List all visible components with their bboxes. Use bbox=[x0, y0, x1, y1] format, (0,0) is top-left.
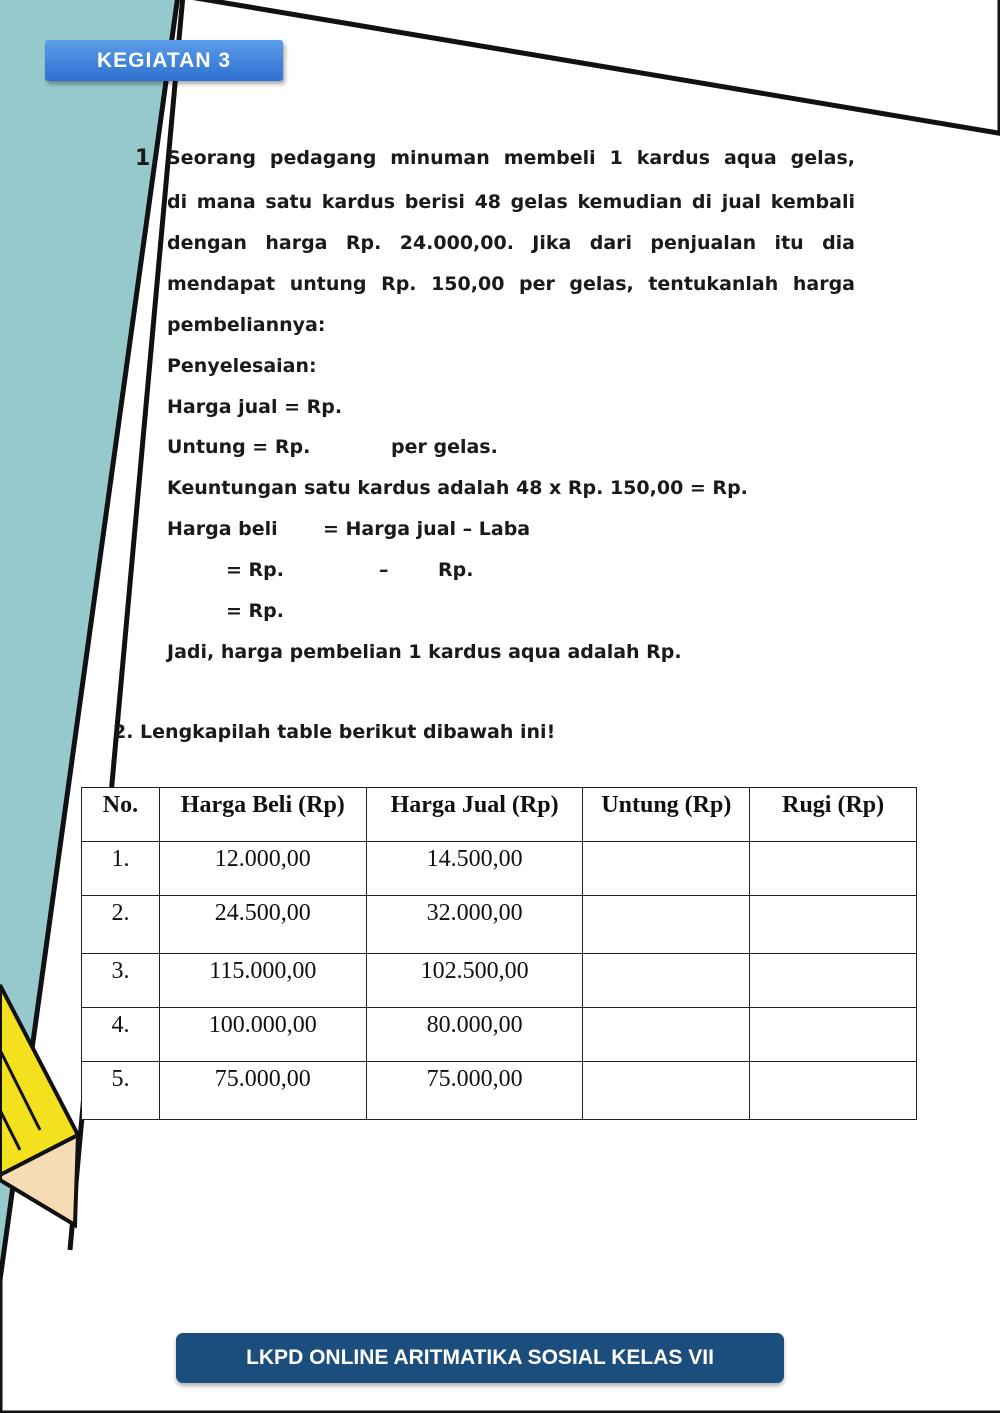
question-1-number: 1. bbox=[135, 146, 159, 171]
profit-loss-table bbox=[81, 787, 917, 1120]
table-row bbox=[82, 1062, 917, 1120]
table-row bbox=[82, 954, 917, 1008]
table-row bbox=[82, 1008, 917, 1062]
harga-jual-line: Harga jual = Rp. bbox=[167, 396, 343, 418]
cell-harga-beli: 24.500,00 bbox=[159, 896, 366, 954]
cell-untung-input[interactable] bbox=[583, 1008, 750, 1062]
cell-rugi-input[interactable] bbox=[750, 842, 917, 896]
question-1-line-1: Seorang pedagang minuman membeli 1 kardus aqua gelas, bbox=[167, 147, 855, 169]
question-1-line-5: pembeliannya: bbox=[167, 314, 326, 336]
cell-harga-jual: 75.000,00 bbox=[366, 1062, 583, 1120]
keuntungan-line: Keuntungan satu kardus adalah 48 x Rp. 150,00 = Rp. bbox=[167, 477, 748, 499]
solution-title: Penyelesaian: bbox=[167, 355, 317, 377]
step1-second: Rp. bbox=[438, 559, 474, 581]
cell-harga-beli: 100.000,00 bbox=[159, 1008, 366, 1062]
cell-rugi-input[interactable] bbox=[750, 954, 917, 1008]
cell-untung-input[interactable] bbox=[583, 954, 750, 1008]
cell-rugi-input[interactable] bbox=[750, 1062, 917, 1120]
cell-no: 4. bbox=[82, 1008, 160, 1062]
cell-harga-jual: 14.500,00 bbox=[366, 842, 583, 896]
cell-harga-jual: 102.500,00 bbox=[366, 954, 583, 1008]
step1-first: = Rp. bbox=[226, 559, 284, 581]
activity-badge: KEGIATAN 3 bbox=[45, 40, 283, 81]
cell-harga-jual: 32.000,00 bbox=[366, 896, 583, 954]
table-row bbox=[82, 896, 917, 954]
cell-rugi-input[interactable] bbox=[750, 1008, 917, 1062]
step1-operator: – bbox=[379, 559, 389, 581]
header-harga-jual: Harga Jual (Rp) bbox=[366, 788, 583, 842]
step2-line: = Rp. bbox=[226, 600, 284, 622]
cell-untung-input[interactable] bbox=[583, 1062, 750, 1120]
cell-harga-beli: 115.000,00 bbox=[159, 954, 366, 1008]
header-rugi: Rugi (Rp) bbox=[750, 788, 917, 842]
header-untung: Untung (Rp) bbox=[583, 788, 750, 842]
header-no: No. bbox=[82, 788, 160, 842]
cell-untung-input[interactable] bbox=[583, 896, 750, 954]
harga-beli-label: Harga beli bbox=[167, 518, 278, 540]
cell-no: 1. bbox=[82, 842, 160, 896]
cell-no: 3. bbox=[82, 954, 160, 1008]
harga-beli-formula: = Harga jual – Laba bbox=[323, 518, 531, 540]
untung-suffix: per gelas. bbox=[391, 436, 498, 458]
cell-rugi-input[interactable] bbox=[750, 896, 917, 954]
cell-harga-beli: 12.000,00 bbox=[159, 842, 366, 896]
question-2-text: 2. Lengkapilah table berikut dibawah ini! bbox=[113, 721, 556, 743]
table-row bbox=[82, 842, 917, 896]
untung-label: Untung = Rp. bbox=[167, 436, 311, 458]
header-harga-beli: Harga Beli (Rp) bbox=[159, 788, 366, 842]
footer-banner: LKPD ONLINE ARITMATIKA SOSIAL KELAS VII bbox=[176, 1333, 784, 1383]
cell-harga-beli: 75.000,00 bbox=[159, 1062, 366, 1120]
cell-untung-input[interactable] bbox=[583, 842, 750, 896]
cell-harga-jual: 80.000,00 bbox=[366, 1008, 583, 1062]
question-1-line-3: dengan harga Rp. 24.000,00. Jika dari penjualan itu dia bbox=[167, 232, 855, 254]
conclusion-line: Jadi, harga pembelian 1 kardus aqua adalah Rp. bbox=[167, 641, 682, 663]
question-1-line-4: mendapat untung Rp. 150,00 per gelas, tentukanlah harga bbox=[167, 273, 855, 295]
table-header-row bbox=[82, 788, 917, 842]
question-1-line-2: di mana satu kardus berisi 48 gelas kemudian di jual kembali bbox=[167, 191, 855, 213]
cell-no: 5. bbox=[82, 1062, 160, 1120]
cell-no: 2. bbox=[82, 896, 160, 954]
